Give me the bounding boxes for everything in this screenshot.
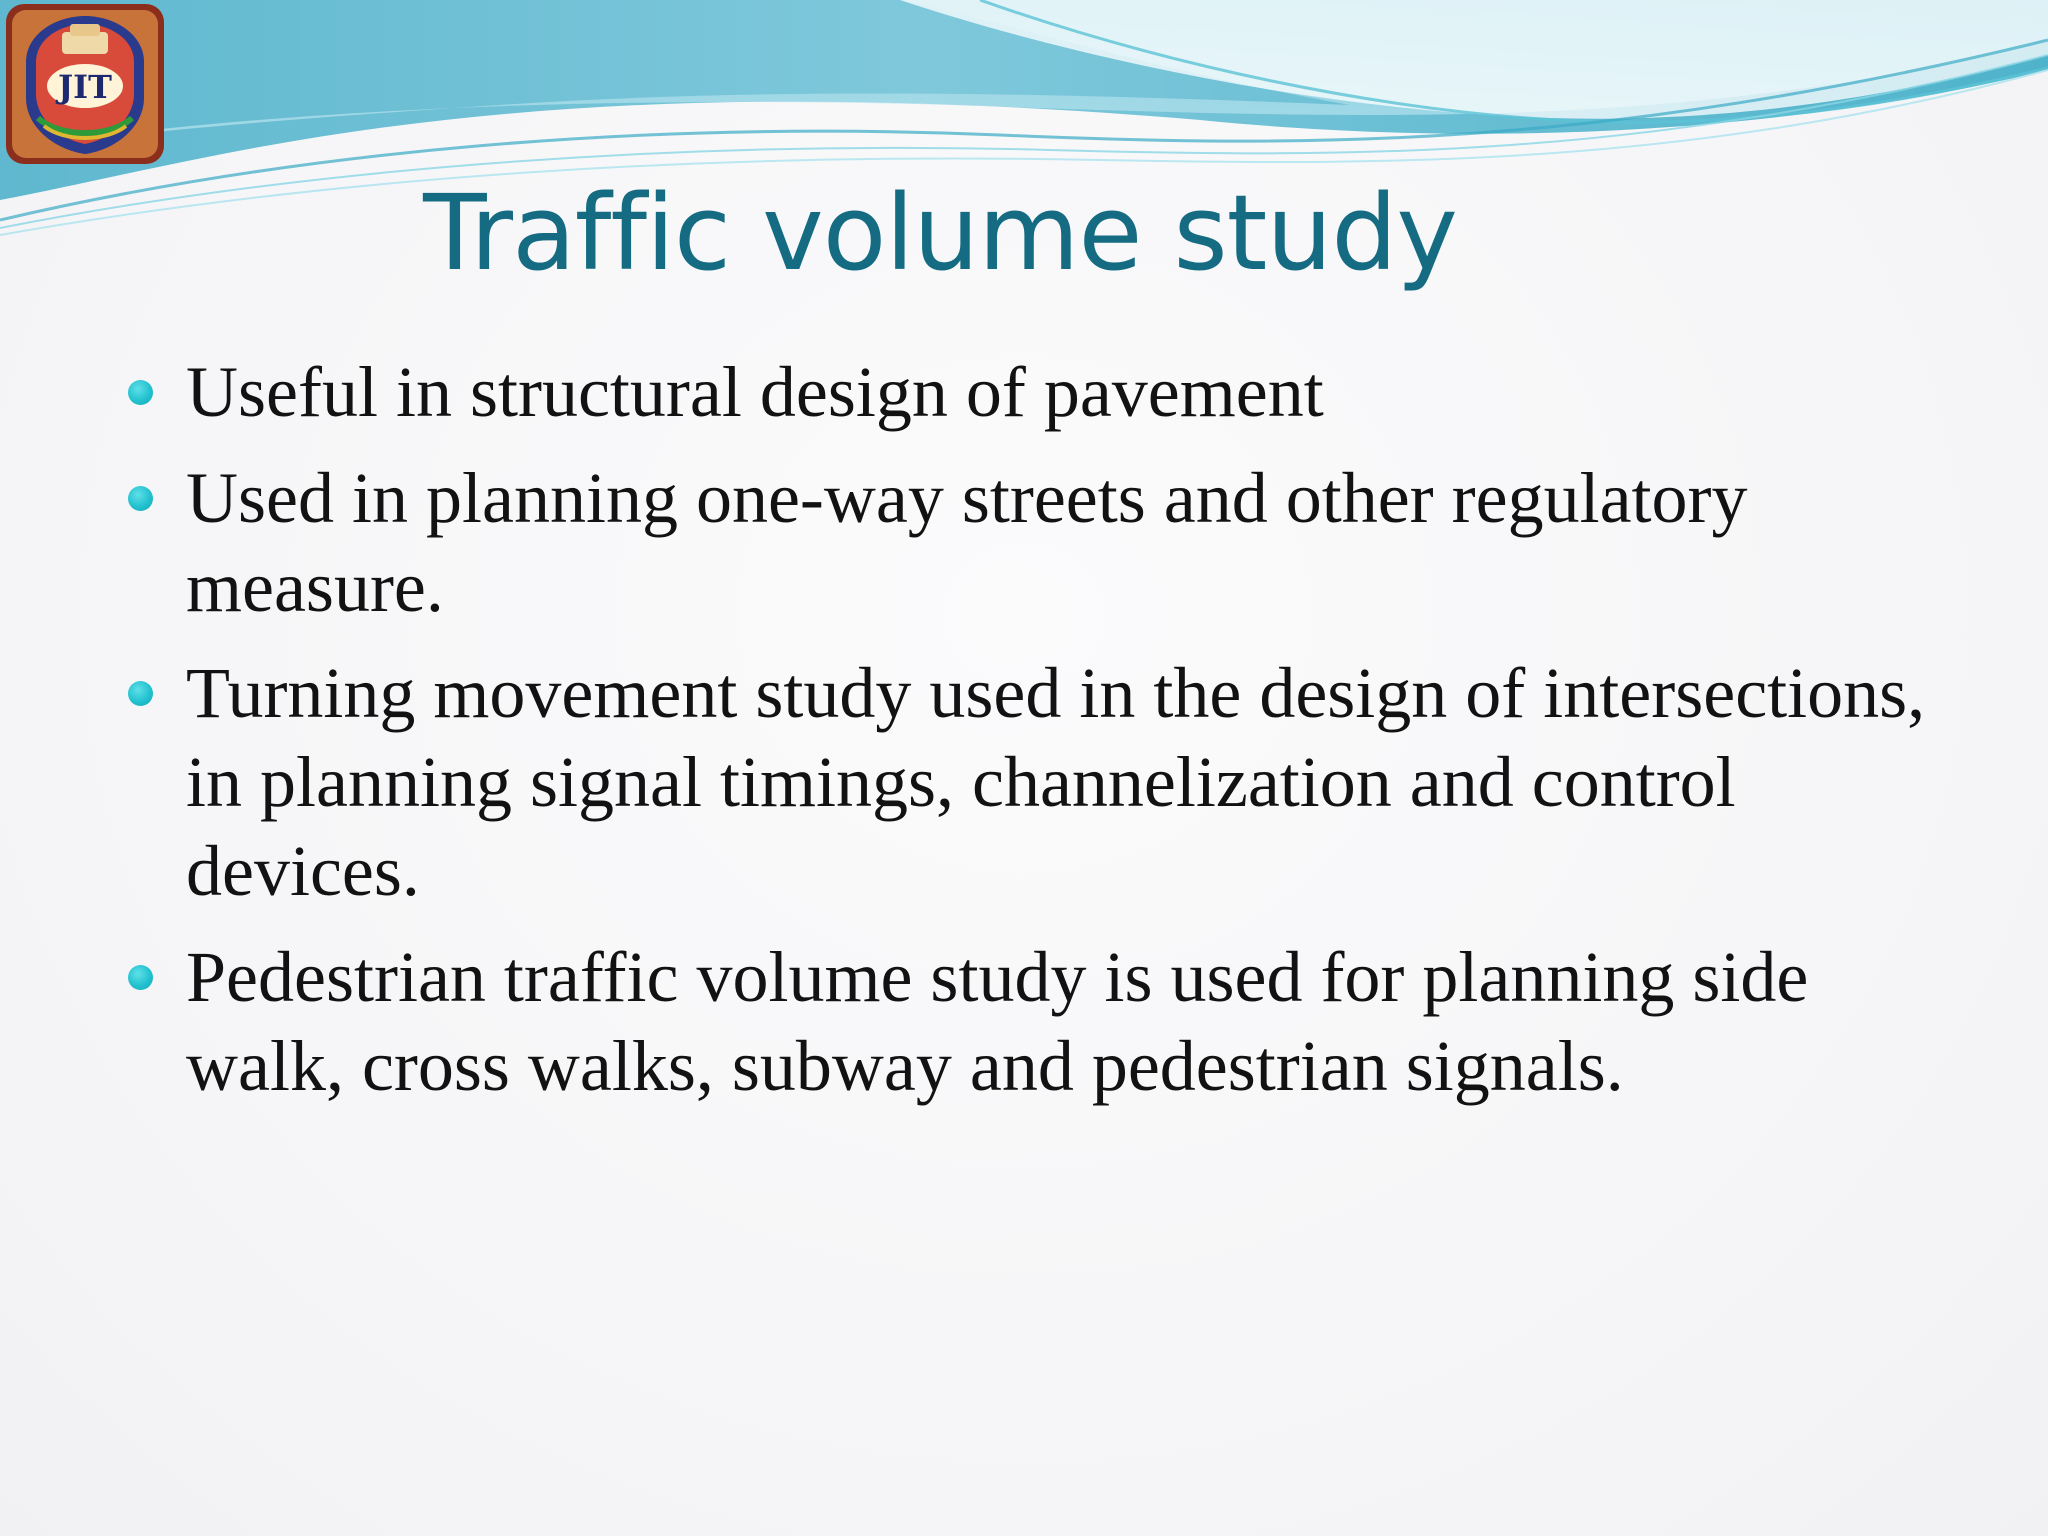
bullet-text: Pedestrian traffic volume study is used for planning side walk, cross walks, subway and pedestrian signals. bbox=[186, 937, 1809, 1106]
college-crest-logo bbox=[4, 2, 166, 166]
bullet-item bbox=[128, 649, 1968, 916]
bullet-text: Used in planning one-way streets and other regulatory measure. bbox=[186, 458, 1748, 627]
bullet-text: Useful in structural design of pavement bbox=[186, 352, 1324, 432]
slide-title: Traffic volume study bbox=[423, 172, 1457, 294]
bullet-dot-icon bbox=[128, 681, 153, 706]
bullet-dot-icon bbox=[128, 380, 153, 405]
bullet-item bbox=[128, 933, 1968, 1111]
logo-label: JIT bbox=[58, 68, 112, 106]
bullet-item bbox=[128, 348, 1968, 437]
bullet-item bbox=[128, 454, 1968, 632]
bullet-text: Turning movement study used in the design of intersections, in planning signal timings, channelization and control devices. bbox=[186, 653, 1926, 911]
bullet-dot-icon bbox=[128, 486, 153, 511]
bullet-list bbox=[128, 348, 1968, 1128]
bullet-dot-icon bbox=[128, 965, 153, 990]
